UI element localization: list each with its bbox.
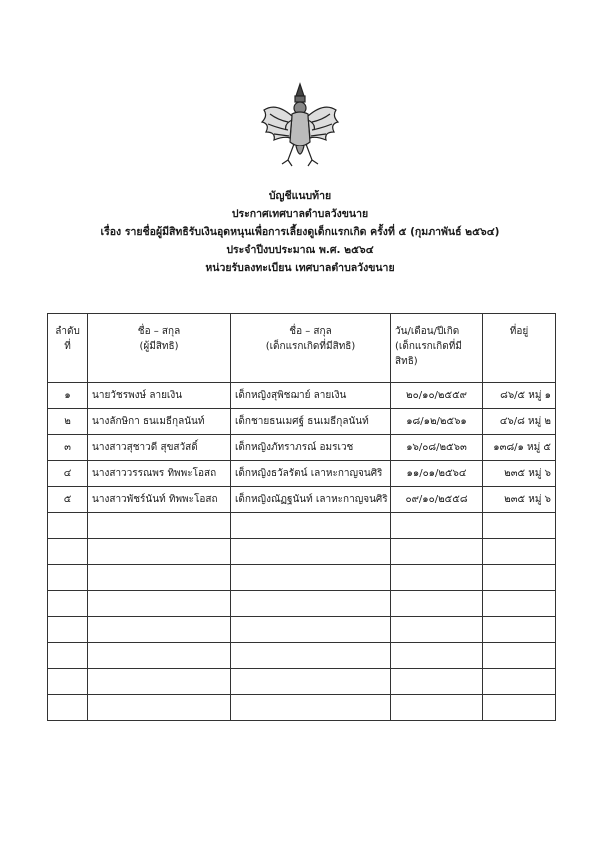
table-row-empty bbox=[48, 617, 556, 643]
table-row-empty bbox=[48, 513, 556, 539]
header-announcement: ประกาศเทศบาลตำบลวังขนาย bbox=[231, 208, 369, 220]
cell-dob: ๐๙/๑๐/๒๕๕๘ bbox=[391, 487, 483, 513]
cell-address: ๘๖/๕ หมู่ ๑ bbox=[483, 383, 556, 409]
cell-parent: นางสาวพัชร์นันท์ ทิพพะโอสถ bbox=[88, 487, 231, 513]
cell-no: ๑ bbox=[48, 383, 88, 409]
cell-address: ๑๓๘/๑ หมู่ ๕ bbox=[483, 435, 556, 461]
beneficiary-table bbox=[47, 313, 556, 721]
cell-no: ๔ bbox=[48, 461, 88, 487]
document-header bbox=[40, 187, 560, 277]
header-title: บัญชีแนบท้าย bbox=[268, 190, 332, 202]
table-row-empty bbox=[48, 565, 556, 591]
cell-no: ๒ bbox=[48, 409, 88, 435]
table-row bbox=[48, 487, 556, 513]
table-row-empty bbox=[48, 591, 556, 617]
cell-address: ๔๖/๘ หมู่ ๒ bbox=[483, 409, 556, 435]
table-row-empty bbox=[48, 695, 556, 721]
cell-parent: นางสาววรรณพร ทิพพะโอสถ bbox=[88, 461, 231, 487]
cell-child: เด็กหญิงสุพิชฌาย์ ลายเงิน bbox=[231, 383, 391, 409]
cell-parent: นายวัชรพงษ์ ลายเงิน bbox=[88, 383, 231, 409]
cell-no: ๓ bbox=[48, 435, 88, 461]
col-header-no: ลำดับ ที่ bbox=[48, 314, 88, 383]
cell-child: เด็กหญิงภัทราภรณ์ อมรเวช bbox=[231, 435, 391, 461]
cell-child: เด็กชายธนเมศฐ์ ธนเมธีกุลนันท์ bbox=[231, 409, 391, 435]
header-subject: เรื่อง รายชื่อผู้มีสิทธิรับเงินอุดหนุนเพื่อการเลี้ยงดูเด็กแรกเกิด ครั้งที่ ๕ (กุมภาพันธ์ ๒๕๖๔) bbox=[100, 226, 500, 238]
cell-child: เด็กหญิงณัฏฐนันท์ เลาหะกาญจนศิริ bbox=[231, 487, 391, 513]
cell-parent: นางลักษิกา ธนเมธีกุลนันท์ bbox=[88, 409, 231, 435]
garuda-emblem-icon bbox=[258, 80, 342, 172]
col-header-address: ที่อยู่ bbox=[483, 314, 556, 383]
table-row bbox=[48, 383, 556, 409]
cell-dob: ๒๐/๑๐/๒๕๕๙ bbox=[391, 383, 483, 409]
header-registration-unit: หน่วยรับลงทะเบียน เทศบาลตำบลวังขนาย bbox=[205, 262, 395, 274]
col-header-child: ชื่อ – สกุล (เด็กแรกเกิดที่มีสิทธิ) bbox=[231, 314, 391, 383]
header-fiscal-year: ประจำปีงบประมาณ พ.ศ. ๒๕๖๔ bbox=[226, 244, 374, 256]
col-header-parent: ชื่อ – สกุล (ผู้มีสิทธิ) bbox=[88, 314, 231, 383]
col-header-dob: วัน/เดือน/ปีเกิด (เด็กแรกเกิดที่มี สิทธิ) bbox=[391, 314, 483, 383]
table-row bbox=[48, 409, 556, 435]
cell-parent: นางสาวสุชาวดี สุขสวัสดิ์ bbox=[88, 435, 231, 461]
table-row bbox=[48, 435, 556, 461]
cell-dob: ๑๘/๑๒/๒๕๖๑ bbox=[391, 409, 483, 435]
table-row bbox=[48, 461, 556, 487]
cell-address: ๒๓๕ หมู่ ๖ bbox=[483, 461, 556, 487]
cell-address: ๒๓๕ หมู่ ๖ bbox=[483, 487, 556, 513]
table-row-empty bbox=[48, 539, 556, 565]
table-header-row bbox=[48, 314, 556, 383]
table-row-empty bbox=[48, 643, 556, 669]
cell-child: เด็กหญิงธวัลรัตน์ เลาหะกาญจนศิริ bbox=[231, 461, 391, 487]
cell-dob: ๑๖/๐๘/๒๕๖๓ bbox=[391, 435, 483, 461]
cell-dob: ๑๑/๐๑/๒๕๖๔ bbox=[391, 461, 483, 487]
table-row-empty bbox=[48, 669, 556, 695]
cell-no: ๕ bbox=[48, 487, 88, 513]
